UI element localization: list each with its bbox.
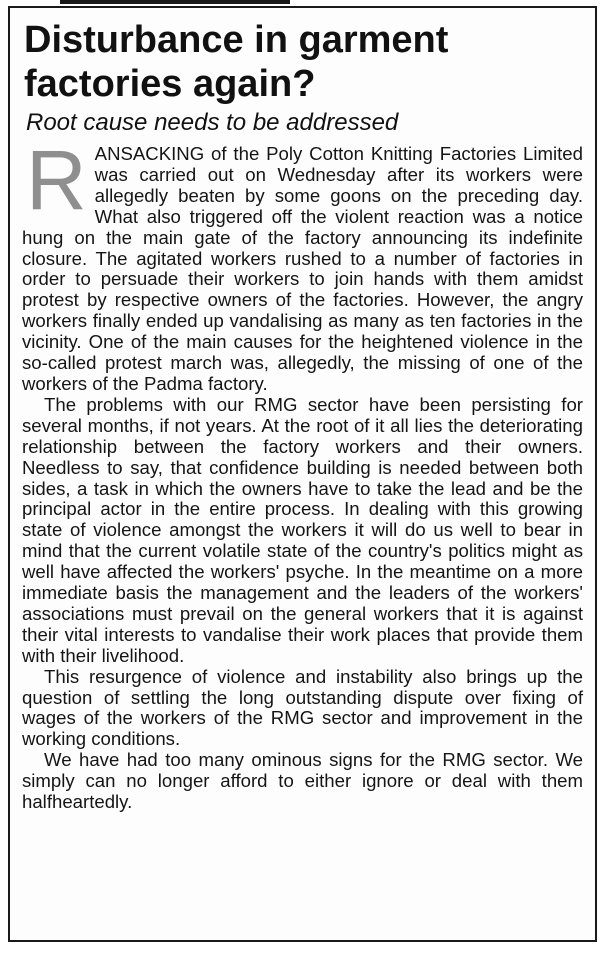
headline: Disturbance in garment factories again? [24, 19, 449, 105]
paragraph-3: This resurgence of violence and instability also brings up the question of settling the long outstanding dispute over fixing of wages of the workers of the RMG sector and improvement in the working conditions. [22, 665, 583, 750]
paragraph-1 [22, 133, 583, 395]
paragraph-1-text: ANSACKING of the Poly Cotton Knitting Factories Limited was carried out on Wednesday after its workers were allegedly beaten by some goons on the preceding day. What also triggered off the violent reaction was a notice hung on the main gate of the factory announcing its indefinite closure. The agitated workers rushed to a number of factories in order to persuade their workers to join hands with them amidst protest by respective owners of the factories. However, the angry workers finally ended up vandalising as many as ten factories in the vicinity. One of the main causes for the heightened violence in the so-called protest march was, allegedly, the missing of one of the workers of the Padma factory. [22, 143, 583, 394]
clipping-edge-mark [60, 0, 290, 4]
paragraph-4: We have had too many ominous signs for the RMG sector. We simply can no longer afford to either ignore or deal with them halfheartedly. [22, 749, 583, 813]
drop-cap: R [26, 133, 87, 227]
article-body [22, 133, 583, 813]
paragraph-2: The problems with our RMG sector have been persisting for several months, if not years. At the root of it all lies the deteriorating relationship between the factory workers and their owners. Needless to say, that confidence building is needed between both sides, a task in which the owners have to take the lead and be the principal actor in the entire process. In dealing with this growing state of violence amongst the workers it will do us well to bear in mind that the current volatile state of the country's politics might as well have affected the workers' psyche. In the meantime on a more immediate basis the management and the leaders of the workers' associations must prevail on the general workers that it is against their vital interests to vandalise their work places that provide them with their livelihood. [22, 393, 583, 666]
editorial-article [8, 6, 597, 942]
subheadline: Root cause needs to be addressed [26, 109, 399, 136]
